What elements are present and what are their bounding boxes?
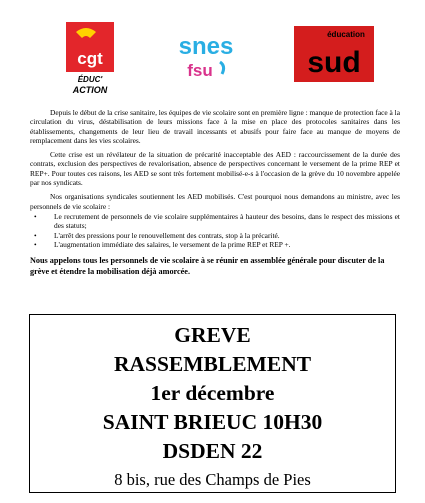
call-to-action: Nous appelons tous les personnels de vie scolaire à se réunir en assemblée générale pour discuter de la grève et étendre la mobilisation déjà amorcée. xyxy=(30,256,385,277)
demand-item: • Le recrutement de personnels de vie scolaire supplémentaires à hauteur des besoins, dans le respect des missions et des statuts; xyxy=(30,212,400,231)
fsu-logo-text: fsu xyxy=(187,61,213,80)
event-date: 1er décembre xyxy=(150,381,275,405)
demand-item: • L'arrêt des pressions pour le renouvellement des contrats, stop à la précarité. xyxy=(30,231,400,240)
event-venue: DSDEN 22 xyxy=(162,439,263,463)
paragraph-crisis: Cette crise est un révélateur de la situation de précarité inacceptable des AED : raccourcissement de la durée des contrats, exclusion des perspectives de revalorisation, absence de perspectives concernant le versement de la prime REP et REP+. Pour toutes ces raisons, les AED se sont très fortement mobilisé-e-s à l'occasion de la grève du 10 novembre appelée par nos syndicats. xyxy=(30,150,400,188)
event-strike: GREVE xyxy=(174,323,251,347)
snes-fsu-logo xyxy=(170,28,242,88)
snes-logo-text: snes xyxy=(178,33,234,60)
demands-list xyxy=(30,212,400,249)
body-text xyxy=(30,108,400,282)
event-place-time: SAINT BRIEUC 10H30 xyxy=(102,410,323,434)
sud-logo-top: éducation xyxy=(327,30,365,39)
event-rally: RASSEMBLEMENT xyxy=(113,352,312,376)
paragraph-demands-intro: Nos organisations syndicales soutiennent les AED mobilisés. C'est pourquoi nous demandons au ministre, avec les personnels de vie scolaire : xyxy=(30,192,400,211)
logo-row xyxy=(0,22,425,102)
event-address: 8 bis, rue des Champs de Pies xyxy=(114,470,311,489)
sud-logo-text: sud xyxy=(307,46,361,79)
paragraph-intro: Depuis le début de la crise sanitaire, les équipes de vie scolaire sont en première ligne : manque de protection face à la circulation du virus, déstabilisation de leurs missions face à la mise en place des protocoles sanitaires dans les établissements, changements de leur lieu de travail incessants et abusifs pour faire face au manque de moyens de remplacement dans les vies scolaires. xyxy=(30,108,400,145)
demand-item: • L'augmentation immédiate des salaires, le versement de la prime REP et REP +. xyxy=(30,240,400,249)
cgt-logo xyxy=(62,22,118,98)
event-box xyxy=(29,314,396,493)
cgt-logo-sub2: ACTION xyxy=(72,85,108,95)
cgt-logo-text: cgt xyxy=(77,49,103,68)
sud-education-logo xyxy=(294,26,374,82)
cgt-logo-sub1: ÉDUC' xyxy=(77,75,103,84)
